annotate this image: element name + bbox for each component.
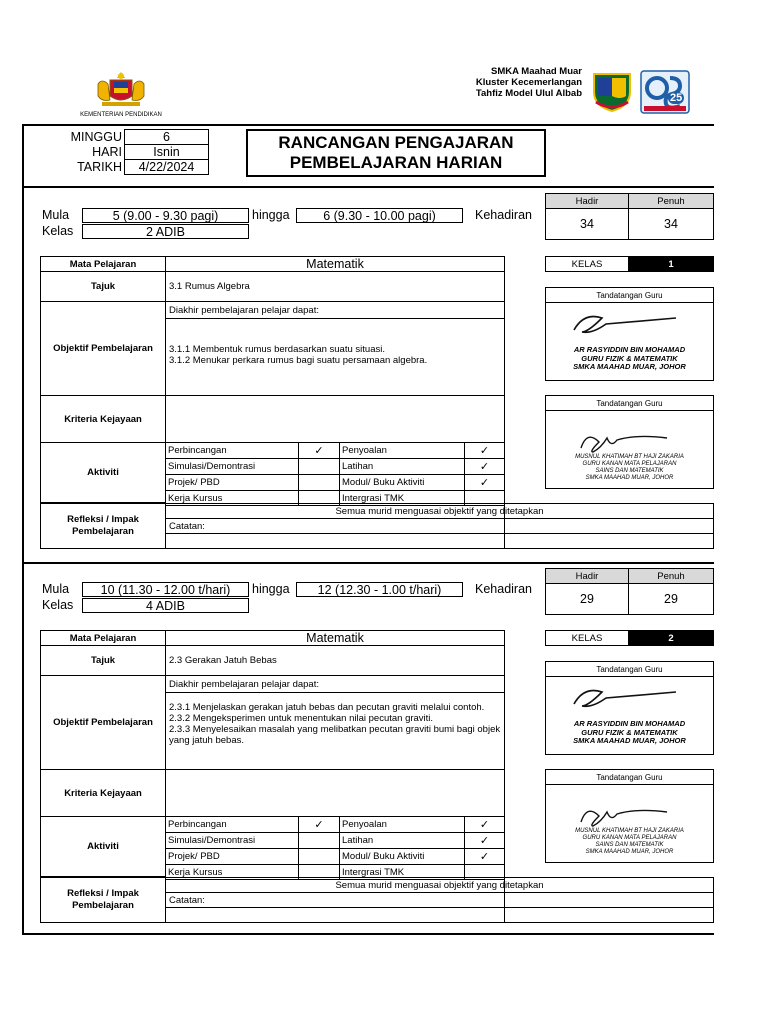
school-shield-icon — [590, 68, 634, 112]
cluster-badge-number: 25 — [670, 92, 683, 104]
lesson1-signature-box-1 — [545, 287, 714, 381]
lesson2-objektif-intro: Diakhir pembelajaran pelajar dapat: — [165, 675, 505, 693]
school-line-3: Tahfiz Model Ulul Albab — [475, 88, 582, 99]
lesson2-hadir-header: Hadir — [545, 568, 629, 584]
tick-penyoalan: ✓ — [465, 443, 505, 459]
lesson1-kriteria-value — [165, 395, 505, 443]
left-frame-top — [22, 124, 24, 564]
lesson2-kelas-caps: KELAS — [545, 630, 629, 646]
school-line-1: SMKA Maahad Muar — [491, 66, 582, 77]
lesson1-kelas-value: 2 ADIB — [82, 224, 249, 239]
sig2-line-3: SAINS DAN MATEMATIK — [595, 841, 664, 848]
page-title — [246, 129, 546, 177]
lesson1-sig2-text — [546, 454, 713, 482]
lesson1-hingga-label: hingga — [252, 208, 290, 222]
tick-projek — [299, 475, 340, 491]
lesson2-mula-label: Mula — [42, 582, 70, 596]
signature-scribble-icon — [571, 800, 691, 830]
tick-penyoalan: ✓ — [465, 817, 505, 833]
signature-scribble-icon — [571, 426, 691, 456]
lesson1-signature-box-2 — [545, 395, 714, 489]
lesson1-objektif-1: 3.1.1 Membentuk rumus berdasarkan suatu situasi. — [169, 344, 385, 355]
lesson2-hingga-value: 12 (12.30 - 1.00 t/hari) — [296, 582, 463, 597]
lesson1-kelas-number: 1 — [628, 256, 714, 272]
lesson1-refleksi-text: Semua murid menguasai objektif yang ditetapkan — [165, 503, 714, 519]
lesson1-kelas-label: Kelas — [42, 224, 74, 238]
sig1-line-1: AR RASYIDDIN BIN MOHAMAD — [573, 345, 686, 354]
lesson1-objektif-intro: Diakhir pembelajaran pelajar dapat: — [165, 301, 505, 319]
lesson2-signature-box-2 — [545, 769, 714, 863]
sig2-line-4: SMKA MAAHAD MUAR, JOHOR — [585, 848, 674, 855]
lesson2-kriteria-value — [165, 769, 505, 817]
activity-kerja-kursus: Kerja Kursus — [166, 491, 299, 506]
hari-label: HARI — [92, 145, 122, 159]
lesson2-subject: Matematik — [165, 630, 505, 646]
sig1-line-2: GURU FIZIK & MATEMATIK — [581, 727, 678, 737]
lesson1-penuh-header: Penuh — [628, 193, 714, 209]
lesson2-refleksi-text: Semua murid menguasai objektif yang ditetapkan — [165, 877, 714, 893]
tick-perbincangan: ✓ — [299, 443, 340, 459]
lesson1-aktiviti-label: Aktiviti — [40, 442, 166, 503]
lesson1-activity-grid — [165, 442, 505, 506]
lesson-separator — [22, 562, 714, 564]
lesson1-mula-label: Mula — [42, 208, 70, 222]
tarikh-label: TARIKH — [77, 160, 122, 174]
bottom-rule — [22, 933, 714, 935]
sig1-line-3: SMKA MAAHAD MUAR, JOHOR — [573, 362, 686, 372]
tick-modul: ✓ — [465, 475, 505, 491]
lesson2-objektif-label: Objektif Pembelajaran — [40, 675, 166, 770]
lesson1-objektif-label: Objektif Pembelajaran — [40, 301, 166, 396]
page-title-line-2: PEMBELAJARAN HARIAN — [289, 153, 503, 172]
tick-modul: ✓ — [465, 849, 505, 865]
title-rule — [22, 186, 714, 188]
lesson1-sig1-text — [546, 346, 713, 372]
sig2-line-3: SAINS DAN MATEMATIK — [595, 467, 664, 474]
lesson2-refleksi-label: Refleksi / Impak Pembelajaran — [40, 877, 166, 923]
lesson2-kelas-number: 2 — [628, 630, 714, 646]
activity-latihan: Latihan — [340, 833, 465, 849]
lesson1-subject: Matematik — [165, 256, 505, 272]
lesson1-mula-value: 5 (9.00 - 9.30 pagi) — [82, 208, 249, 223]
lesson1-hadir-header: Hadir — [545, 193, 629, 209]
activity-penyoalan: Penyoalan — [340, 443, 465, 459]
minggu-label: MINGGU — [70, 130, 122, 144]
signature-scribble-icon — [566, 684, 686, 714]
lesson2-signature-box-1 — [545, 661, 714, 755]
activity-kerja-kursus: Kerja Kursus — [166, 865, 299, 880]
activity-penyoalan: Penyoalan — [340, 817, 465, 833]
sig2-line-4: SMKA MAAHAD MUAR, JOHOR — [585, 474, 674, 481]
lesson2-objektif-1: 2.3.1 Menjelaskan gerakan jatuh bebas dan pecutan graviti melalui contoh. — [169, 702, 485, 713]
lesson1-hingga-value: 6 (9.30 - 10.00 pagi) — [296, 208, 463, 223]
lesson2-hingga-label: hingga — [252, 582, 290, 596]
lesson1-catatan-extra — [165, 533, 714, 549]
minggu-value: 6 — [124, 129, 209, 145]
lesson1-hadir-value: 34 — [545, 208, 629, 240]
tarikh-value: 4/22/2024 — [124, 159, 209, 175]
tick-latihan: ✓ — [465, 459, 505, 475]
activity-tmk: Intergrasi TMK — [340, 491, 465, 506]
lesson2-tajuk-value: 2.3 Gerakan Jatuh Bebas — [165, 645, 505, 676]
hari-value: Isnin — [124, 144, 209, 160]
lesson2-tajuk-label: Tajuk — [40, 645, 166, 676]
lesson2-kelas-label: Kelas — [42, 598, 74, 612]
lesson2-aktiviti-label: Aktiviti — [40, 816, 166, 877]
cluster-logo-icon — [640, 70, 690, 114]
top-rule — [22, 124, 714, 126]
lesson2-sig2-text — [546, 828, 713, 856]
page-title-line-1: RANCANGAN PENGAJARAN — [278, 133, 514, 152]
lesson2-objektif-list — [165, 692, 505, 770]
sig2-line-1: MUSNUL KHATIMAH BT HAJI ZAKARIA — [575, 828, 684, 834]
tick-simulasi — [299, 833, 340, 849]
ministry-label: KEMENTERIAN PENDIDIKAN — [80, 112, 162, 118]
lesson1-objektif-2: 3.1.2 Menukar perkara rumus bagi suatu persamaan algebra. — [169, 355, 428, 366]
activity-projek: Projek/ PBD — [166, 475, 299, 491]
left-frame-bottom — [22, 562, 24, 935]
lesson2-activity-grid — [165, 816, 505, 880]
lesson2-hadir-value: 29 — [545, 583, 629, 615]
lesson2-sig1-title: Tandatangan Guru — [546, 662, 713, 677]
school-line-2: Kluster Kecemerlangan — [475, 77, 582, 88]
activity-tmk: Intergrasi TMK — [340, 865, 465, 880]
activity-perbincangan: Perbincangan — [166, 817, 299, 833]
lesson1-tajuk-label: Tajuk — [40, 271, 166, 302]
lesson1-kelas-caps: KELAS — [545, 256, 629, 272]
lesson1-penuh-value: 34 — [628, 208, 714, 240]
sig1-line-2: GURU FIZIK & MATEMATIK — [581, 353, 678, 363]
sig2-line-1: MUSNUL KHATIMAH BT HAJI ZAKARIA — [575, 454, 684, 460]
lesson2-penuh-value: 29 — [628, 583, 714, 615]
lesson1-refleksi-label: Refleksi / Impak Pembelajaran — [40, 503, 166, 549]
sig1-line-3: SMKA MAAHAD MUAR, JOHOR — [573, 736, 686, 746]
lesson2-kehadiran-label: Kehadiran — [475, 582, 532, 596]
lesson2-kriteria-label: Kriteria Kejayaan — [40, 769, 166, 817]
lesson1-objektif-list — [165, 318, 505, 396]
activity-latihan: Latihan — [340, 459, 465, 475]
lesson1-mapel-label: Mata Pelajaran — [40, 256, 166, 272]
lesson2-catatan-extra — [165, 907, 714, 923]
activity-projek: Projek/ PBD — [166, 849, 299, 865]
activity-simulasi: Simulasi/Demontrasi — [166, 459, 299, 475]
lesson2-objektif-2: 2.3.2 Mengeksperimen untuk menentukan nilai pecutan graviti. — [169, 713, 434, 724]
tick-latihan: ✓ — [465, 833, 505, 849]
lesson2-catatan: Catatan: — [165, 892, 714, 908]
activity-modul: Modul/ Buku Aktiviti — [340, 849, 465, 865]
tick-projek — [299, 849, 340, 865]
activity-modul: Modul/ Buku Aktiviti — [340, 475, 465, 491]
lesson2-sig1-text — [546, 720, 713, 746]
lesson2-penuh-header: Penuh — [628, 568, 714, 584]
lesson2-mula-value: 10 (11.30 - 12.00 t/hari) — [82, 582, 249, 597]
lesson1-sig2-title: Tandatangan Guru — [546, 396, 713, 411]
lesson1-sig1-title: Tandatangan Guru — [546, 288, 713, 303]
lesson1-catatan: Catatan: — [165, 518, 714, 534]
lesson1-kriteria-label: Kriteria Kejayaan — [40, 395, 166, 443]
sig1-line-1: AR RASYIDDIN BIN MOHAMAD — [573, 719, 686, 728]
lesson2-objektif-3: 2.3.3 Menyelesaikan masalah yang melibatkan pecutan graviti bumi bagi objek yang jatuh bebas. — [169, 724, 501, 746]
sig2-line-2: GURU KANAN MATA PELAJARAN — [582, 460, 677, 467]
lesson2-sig2-title: Tandatangan Guru — [546, 770, 713, 785]
school-name-block — [430, 66, 582, 99]
lesson2-kelas-value: 4 ADIB — [82, 598, 249, 613]
tick-perbincangan: ✓ — [299, 817, 340, 833]
lesson1-kehadiran-label: Kehadiran — [475, 208, 532, 222]
tick-simulasi — [299, 459, 340, 475]
ministry-crest-icon — [92, 70, 150, 110]
lesson2-mapel-label: Mata Pelajaran — [40, 630, 166, 646]
activity-simulasi: Simulasi/Demontrasi — [166, 833, 299, 849]
activity-perbincangan: Perbincangan — [166, 443, 299, 459]
lesson1-tajuk-value: 3.1 Rumus Algebra — [165, 271, 505, 302]
sig2-line-2: GURU KANAN MATA PELAJARAN — [582, 834, 677, 841]
signature-scribble-icon — [566, 310, 686, 340]
